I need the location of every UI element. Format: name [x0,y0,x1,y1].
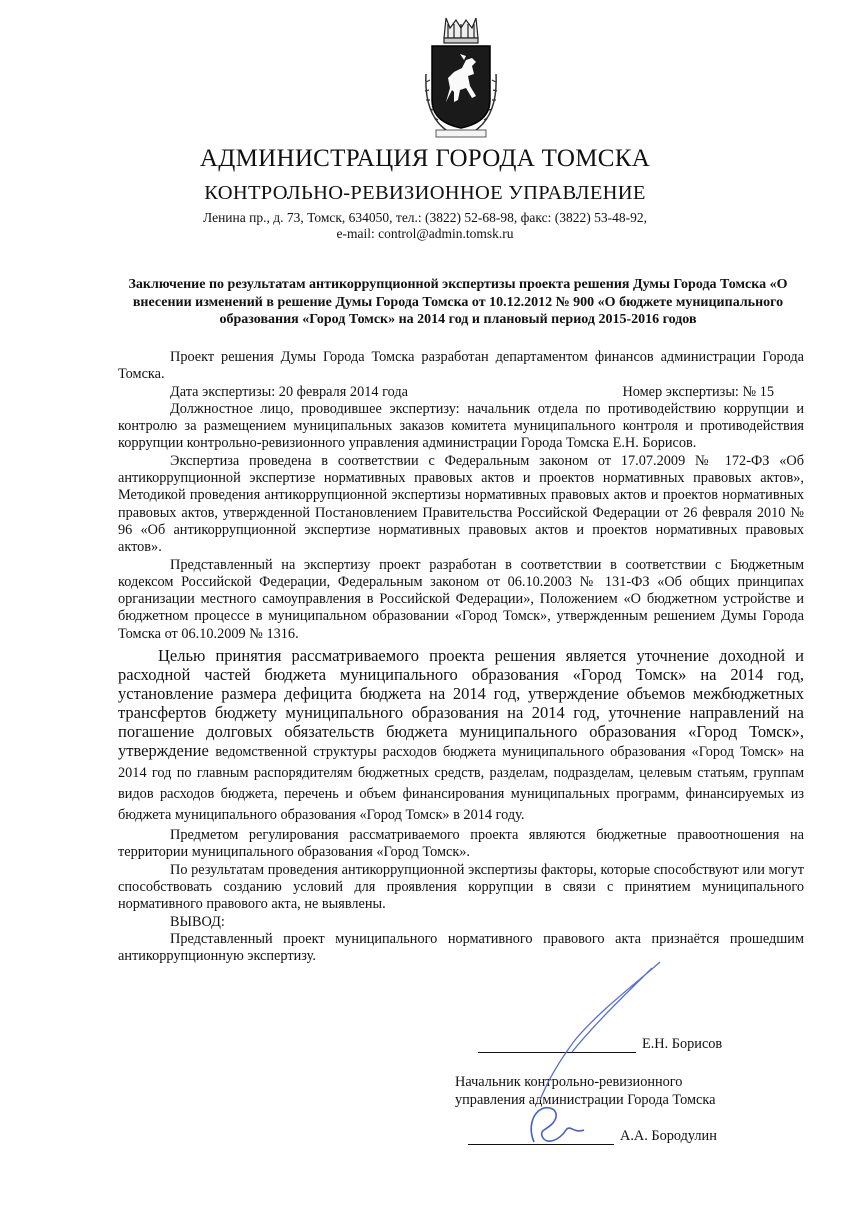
head-signature-line [468,1128,717,1145]
department-name: КОНТРОЛЬНО-РЕВИЗИОННОЕ УПРАВЛЕНИЕ [204,182,646,204]
email-line: e-mail: control@admin.tomsk.ru [336,226,514,241]
head-name: А.А. Бородулин [620,1128,717,1144]
goal-text-large: Целью принятия рассматриваемого проекта решения является уточнение доходной и расходной частей бюджета муниципального образования «Город Томск» на 2014 год, установление размера дефицита бюджета на 2014 год, утверждение объемов межбюджетных трансфертов бюджету муниципального образования на 2014 год, уточнение направлений на погашение долговых обязательств бюджета муниципального образования «Город Томск», утверждение [118,646,804,761]
subject-paragraph: Предметом регулирования рассматриваемого проекта являются бюджетные правоотношения на территории муниципального образования «Город Томск». [118,827,804,861]
result-paragraph: По результатам проведения антикоррупционной экспертизы факторы, которые способствуют или могут способствовать созданию условий для проявления коррупции в связи с принятием муниципального нормативного правового акта, не выявлены. [118,861,804,913]
developer-paragraph: Проект решения Думы Города Томска разработан департаментом финансов администрации Города Томска. [118,349,804,383]
administration-name: АДМИНИСТРАЦИЯ ГОРОДА ТОМСКА [199,145,651,172]
signature-underline [468,1144,614,1145]
goal-text-small: ведомственной структуры расходов бюджета муниципального образования «Город Томск» на 2014 год по главным распорядителям бюджетных средств, разделам, подразделам, целевым статьям, группам видов расходов бюджета, перечень и объем финансирования муниципальных программ, финансируемых из бюджета муниципального образования «Город Томск» в 2014 году. [118,744,805,824]
official-paragraph: Должностное лицо, проводившее экспертизу: начальник отдела по противодействию коррупции и контролю за размещением муниципальных заказов комитета муниципального контроля и противодействия коррупции контрольно-ревизионного управления администрации Города Томска Е.Н. Борисов. [118,400,804,452]
head-position-line2: управления администрации Города Томска [455,1092,716,1108]
head-position-line1: Начальник контрольно-ревизионного [455,1074,683,1090]
compliance-paragraph: Представленный на экспертизу проект разработан в соответствии в соответствии с Бюджетным кодексом Российской Федерации, Федеральным законом от 06.10.2003 № 131-ФЗ «Об общих принципах организации местного самоуправления в Российской Федерации», Положением «О бюджетном устройстве и бюджетном процессе в муниципальном образовании «Город Томск», утвержденным решением Думы Города Томска от 06.10.2009 № 1316. [118,556,804,642]
document-title: Заключение по результатам антикоррупционной экспертизы проекта решения Думы Города Томска «О внесении изменений в решение Думы Города Томска от 10.12.2012 № 900 «О бюджете муниципального образования «Город Томск» на 2014 год и плановый период 2015-2016 годов [128,277,788,327]
expertise-date: Дата экспертизы: 20 февраля 2014 года [170,383,408,400]
conclusion-heading: ВЫВОД: [170,913,225,930]
conclusion-paragraph: Представленный проект муниципального нормативного правового акта признаётся прошедшим антикоррупционную экспертизу. [118,930,804,965]
expert-name: Е.Н. Борисов [642,1036,723,1052]
contact-block [0,210,850,242]
goal-paragraph [118,646,804,825]
address-line: Ленина пр., д. 73, Томск, 634050, тел.: (3822) 52-68-98, факс: (3822) 53-48-92, [203,210,647,225]
head-position [455,1073,715,1109]
tomsk-coat-of-arms-icon [418,14,504,142]
signature-underline [478,1052,636,1053]
expertise-number: Номер экспертизы: № 15 [622,383,774,400]
expert-signature-line [478,1036,722,1053]
expertise-meta-row [118,384,804,401]
legal-basis-paragraph: Экспертиза проведена в соответствии с Федеральным законом от 17.07.2009 № 172-ФЗ «Об антикоррупционной экспертизе нормативных правовых актов и проектов нормативных правовых актов», Методикой проведения антикоррупционной экспертизы нормативных правовых актов и проектов нормативных правовых актов, утвержденной Постановлением Правительства Российской Федерации от 26 февраля 2010 № 96 «Об антикоррупционной экспертизе нормативных правовых актов и проектов нормативных правовых актов». [118,452,804,556]
document-body [118,349,804,965]
